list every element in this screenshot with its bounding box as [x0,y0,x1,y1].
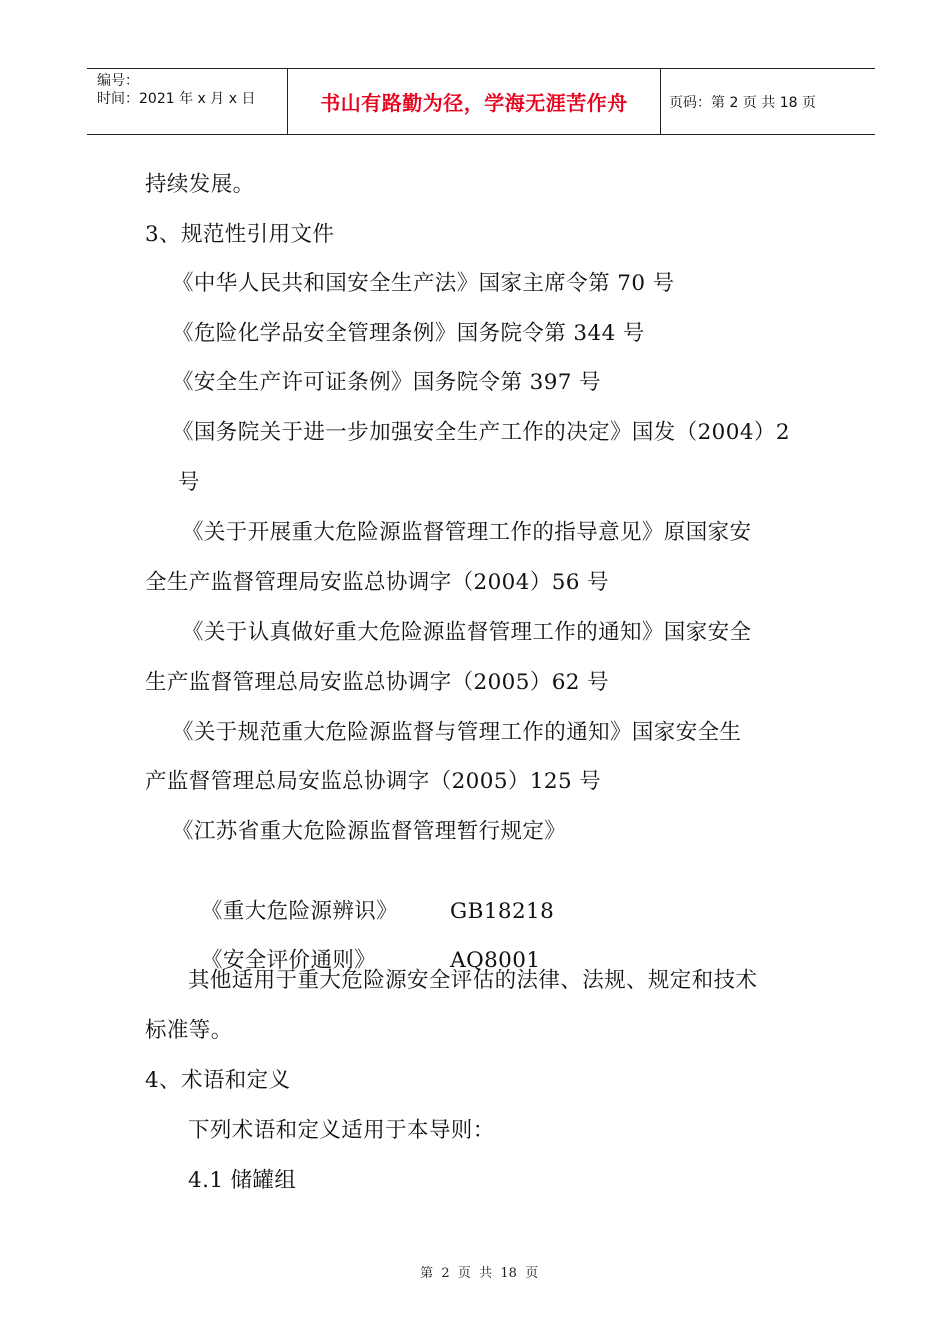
header-meta-cell [87,69,288,134]
reference-item-continuation: 号 [178,470,200,495]
page-footer [0,1247,950,1281]
reference-item-continuation: 全生产监督管理局安监总协调字（2004）56 号 [145,570,610,595]
document-time-label: 时间：2021 年 x 月 x 日 [97,91,256,107]
section-heading: 4、术语和定义 [145,1068,291,1093]
header-page-cell [661,69,875,134]
reference-item: 《关于规范重大危险源监督与管理工作的通知》国家安全生 [172,720,742,745]
reference-item: 《关于开展重大危险源监督管理工作的指导意见》原国家安 [182,520,752,545]
reference-item-continuation: 产监督管理总局安监总协调字（2005）125 号 [145,769,602,794]
reference-item: 《中华人民共和国安全生产法》国家主席令第 70 号 [172,271,675,296]
reference-item-continuation: 生产监督管理总局安监总协调字（2005）62 号 [145,670,610,695]
page-header [87,68,875,135]
document-number-label: 编号： [97,73,139,89]
standard-title: 《安全评价通则》 [200,948,377,973]
header-motto-cell [288,69,661,134]
footer-page-number: 第 2 页 共 18 页 [420,1266,539,1281]
reference-item: 《安全生产许可证条例》国务院令第 397 号 [172,370,602,395]
subsection-heading: 4.1 储罐组 [188,1168,297,1193]
reference-item: 《国务院关于进一步加强安全生产工作的决定》国发（2004）2 [172,420,790,445]
header-motto: 书山有路勤为径，学海无涯苦作舟 [320,91,628,115]
paragraph-line: 持续发展。 [145,172,255,197]
standard-code: GB18218 [450,899,555,924]
reference-item: 《江苏省重大危险源监督管理暂行规定》 [172,819,567,844]
reference-item: 《关于认真做好重大危险源监督管理工作的通知》国家安全 [182,620,752,645]
header-page-info: 页码：第 2 页 共 18 页 [669,94,816,111]
standard-code: AQ8001 [450,948,541,973]
section-heading: 3、规范性引用文件 [145,222,335,247]
standard-title: 《重大危险源辨识》 [200,899,399,924]
reference-item: 《危险化学品安全管理条例》国务院令第 344 号 [172,321,645,346]
paragraph-line: 标准等。 [145,1018,233,1043]
paragraph-line: 其他适用于重大危险源安全评估的法律、法规、规定和技术 [188,968,758,993]
paragraph-line: 下列术语和定义适用于本导则： [188,1118,495,1143]
